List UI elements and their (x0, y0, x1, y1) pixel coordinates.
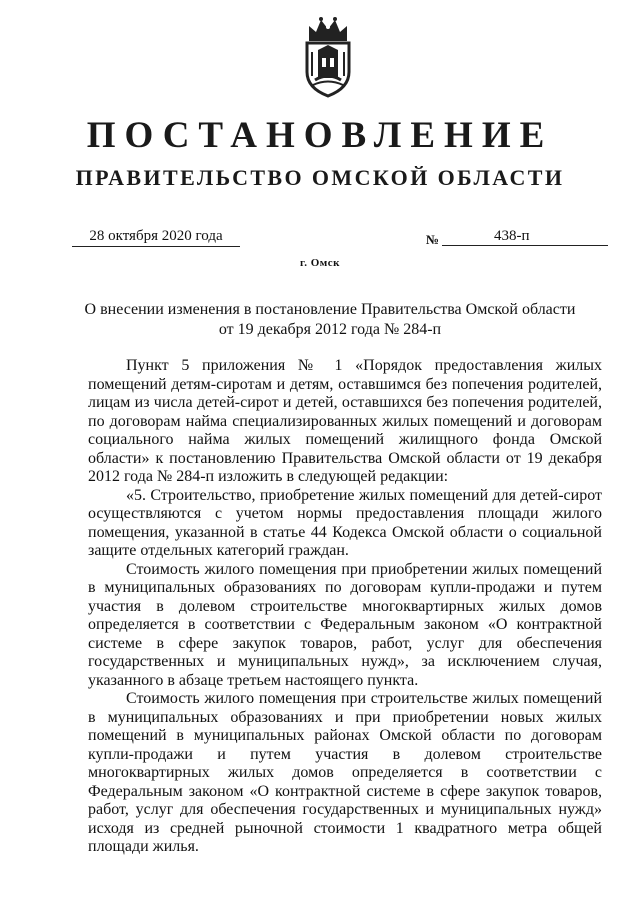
paragraph: Стоимость жилого помещения при приобретении жилых помещений в муниципальных образованиях по договорам купли-продажи и путем участия в долевом строительстве многоквартирных жилых домов определяется в соответствии с Федеральным законом «О контрактной системе в сфере закупок товаров, работ, услуг для обеспечения государственных и муниципальных нужд», за исключением случая, указанного в абзаце третьем настоящего пункта. (88, 560, 602, 689)
document-title: ПОСТАНОВЛЕНИЕ (86, 115, 554, 156)
document-body (88, 357, 602, 857)
document-number: 438-п (494, 228, 530, 244)
issuer-name: ПРАВИТЕЛЬСТВО ОМСКОЙ ОБЛАСТИ (75, 165, 565, 190)
paragraph: Стоимость жилого помещения при строительстве жилых помещений в муниципальных образованиях и при приобретении новых жилых помещений в муниципальных районах Омской области по договорам купли-продажи и путем участия в долевом строительстве многоквартирных жилых домов определяется в соответствии с Федеральным законом «О контрактной системе в сфере закупок товаров, работ, услуг для обеспечения государственных и муниципальных нужд» исходя из средней рыночной стоимости 1 квадратного метра общей площади жилья. (88, 690, 602, 855)
document-date: 28 октября 2020 года (72, 228, 240, 247)
document-city: г. Омск (299, 257, 341, 269)
heading-line-1: О внесении изменения в постановление Правительства Омской области (84, 301, 576, 318)
heading-line-2: от 19 декабря 2012 года № 284-п (218, 321, 442, 338)
number-label: № (426, 232, 440, 247)
paragraph: Пункт 5 приложения № 1 «Порядок предоставления жилых помещений детям-сиротам и детям, оставшимся без попечения родителей, лицам из числа детей-сирот и детей, оставшихся без попечения родителей, по договорам найма специализированных жилых помещений и договорам социального найма жилых помещений жилищного фонда Омской области» к постановлению Правительства Омской области от 19 декабря 2012 года № 284-п изложить в следующей редакции: (88, 357, 602, 485)
document-heading (60, 300, 600, 340)
paragraph: «5. Строительство, приобретение жилых помещений для детей-сирот осуществляются с учетом нормы предоставления площади жилого помещения, указанной в статье 44 Кодекса Омской области о социальной защите отдельных категорий граждан. (88, 486, 602, 559)
omsk-coat-of-arms-icon (301, 14, 355, 98)
